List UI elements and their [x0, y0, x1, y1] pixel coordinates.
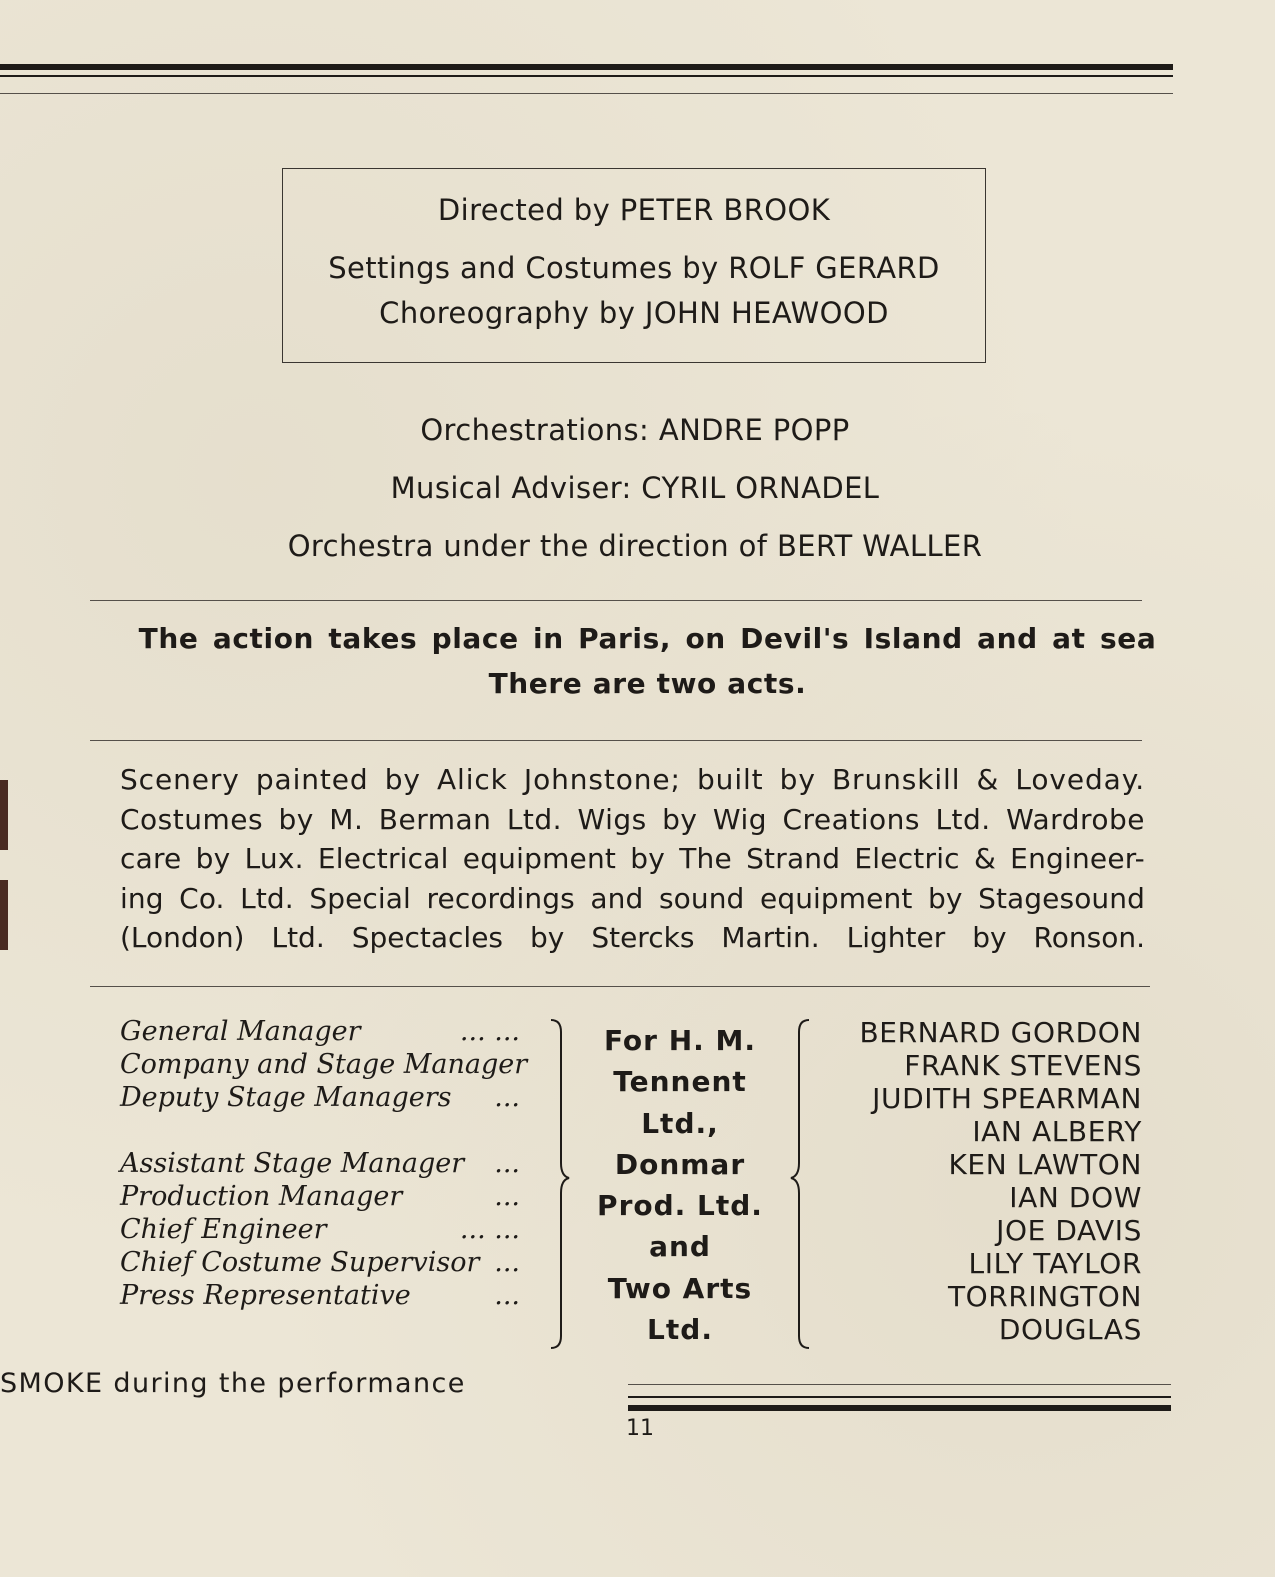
divider	[90, 986, 1150, 987]
acknowledgement-line: Scenery painted by Alick Johnstone; built by Brunskill & Loveday.	[120, 763, 1145, 796]
top-rule-thin	[0, 75, 1173, 77]
staff-role: Production Manager ...	[120, 1181, 520, 1212]
staff-role: Deputy Stage Managers ...	[120, 1082, 520, 1113]
staff-name: LILY TAYLOR	[968, 1247, 1142, 1280]
orchestra-director-credit: Orchestra under the direction of BERT WALLER	[287, 529, 983, 563]
organisation-line: Ltd.	[647, 1313, 713, 1347]
staff-role: Chief Costume Supervisor ...	[120, 1247, 520, 1278]
organisation-line: Donmar	[614, 1147, 746, 1181]
top-rule-hairline	[0, 93, 1173, 94]
staff-name: KEN LAWTON	[948, 1148, 1142, 1181]
divider	[90, 600, 1142, 601]
staff-role: Assistant Stage Manager ...	[120, 1148, 520, 1179]
organisation-line: Ltd.,	[641, 1106, 719, 1140]
binding-mark	[0, 880, 8, 950]
staff-role: Company and Stage Manager	[120, 1049, 528, 1080]
settings-costumes-credit: Settings and Costumes by ROLF GERARD	[328, 251, 940, 285]
acknowledgement-line: care by Lux. Electrical equipment by The Strand Electric & Engineer-	[120, 842, 1145, 875]
acknowledgement-line: Costumes by M. Berman Ltd. Wigs by Wig Creations Ltd. Wardrobe	[120, 802, 1145, 836]
staff-name: TORRINGTON	[947, 1280, 1142, 1313]
staff-role: Press Representative ...	[120, 1280, 520, 1311]
divider	[90, 740, 1142, 741]
staff-name: DOUGLAS	[998, 1313, 1142, 1346]
staff-role: Chief Engineer ... ...	[120, 1214, 520, 1245]
organisation-credit	[560, 1020, 800, 1350]
acknowledgements-paragraph	[120, 760, 1145, 958]
staff-name: FRANK STEVENS	[904, 1049, 1142, 1082]
acts-line: There are two acts.	[488, 667, 807, 700]
staff-name: JOE DAVIS	[996, 1214, 1142, 1247]
organisation-line: Tennent	[613, 1065, 747, 1099]
staff-name: JUDITH SPEARMAN	[872, 1082, 1142, 1115]
staff-name: IAN DOW	[1009, 1181, 1142, 1214]
organisation-line: Two Arts	[607, 1271, 753, 1305]
direction-credits-box	[282, 168, 986, 363]
setting-line: The action takes place in Paris, on Devil's Island and at sea	[138, 622, 1157, 655]
page-number: 11	[626, 1416, 654, 1441]
bottom-rule-hairline	[628, 1384, 1171, 1385]
staff-role: General Manager ... ...	[120, 1016, 520, 1047]
bottom-rule-thick	[628, 1405, 1171, 1411]
binding-mark	[0, 780, 8, 850]
organisation-line: Prod. Ltd.	[597, 1189, 763, 1223]
orchestrations-credit: Orchestrations: ANDRE POPP	[420, 413, 850, 447]
acknowledgement-line: ing Co. Ltd. Special recordings and sound equipment by Stagesound	[120, 881, 1145, 915]
musical-adviser-credit: Musical Adviser: CYRIL ORNADEL	[390, 471, 880, 505]
staff-name: IAN ALBERY	[972, 1115, 1142, 1148]
top-rule-thick	[0, 64, 1173, 70]
bottom-rule-thin	[628, 1396, 1171, 1398]
staff-name: BERNARD GORDON	[859, 1016, 1142, 1049]
acknowledgement-line: (London) Ltd. Spectacles by Stercks Martin. Lighter by Ronson.	[120, 921, 1145, 954]
organisation-line: and	[649, 1230, 711, 1264]
director-credit: Directed by PETER BROOK	[437, 193, 831, 227]
organisation-line: For H. M.	[603, 1024, 757, 1057]
no-smoking-notice: SMOKE during the performance	[0, 1368, 466, 1399]
choreography-credit: Choreography by JOHN HEAWOOD	[379, 296, 889, 330]
